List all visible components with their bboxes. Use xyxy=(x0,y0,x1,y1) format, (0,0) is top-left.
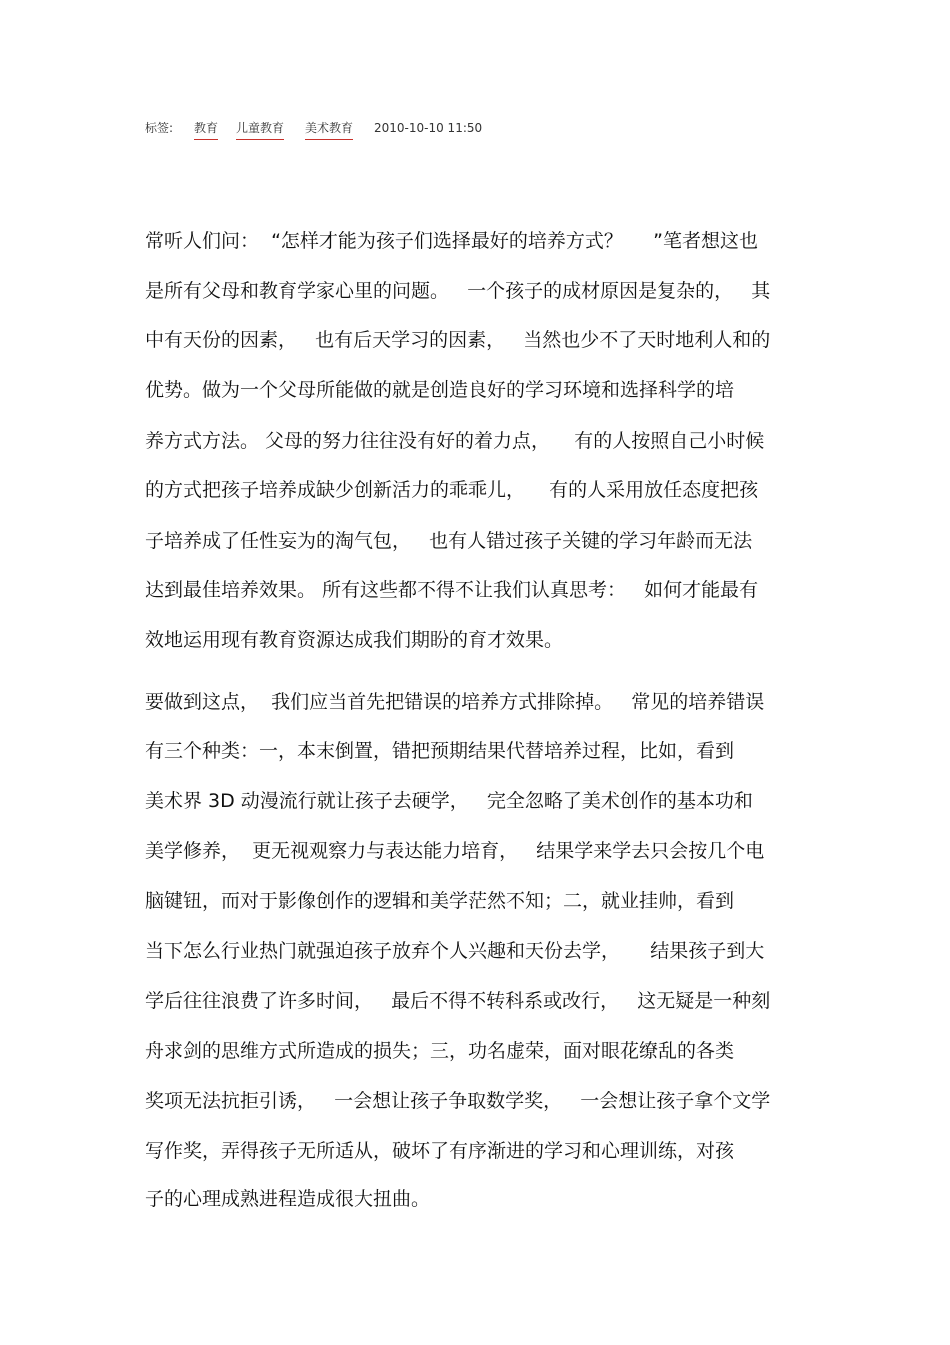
text-line: 美术界 3D 动漫流行就让孩子去硬学， 完全忽略了美术创作的基本功和 xyxy=(145,790,753,812)
text-line: 子培养成了任性妄为的淘气包， 也有人错过孩子关键的学习年龄而无法 xyxy=(145,530,753,552)
text-line: 美学修养， 更无视观察力与表达能力培育， 结果学来学去只会按几个电 xyxy=(145,840,765,862)
text-line: 优势。做为一个父母所能做的就是创造良好的学习环境和选择科学的培 xyxy=(145,379,735,401)
text-line: 效地运用现有教育资源达成我们期盼的育才效果。 xyxy=(145,629,564,651)
tag-link-education[interactable]: 教育 xyxy=(194,120,218,140)
text-line: 是所有父母和教育学家心里的问题。 一个孩子的成材原因是复杂的， 其 xyxy=(145,280,771,302)
tag-link-art-education[interactable]: 美术教育 xyxy=(305,120,353,140)
post-datetime: 2010-10-10 11:50 xyxy=(374,121,483,135)
tags-label: 标签: xyxy=(145,121,174,135)
text-line: 养方式方法。 父母的努力往往没有好的着力点， 有的人按照自己小时候 xyxy=(145,430,765,452)
text-line: 写作奖，弄得孩子无所适从，破坏了有序渐进的学习和心理训练，对孩 xyxy=(145,1140,735,1162)
text-line: 脑键钮，而对于影像创作的逻辑和美学茫然不知；二，就业挂帅，看到 xyxy=(145,890,735,912)
text-line: 的方式把孩子培养成缺少创新活力的乖乖儿， 有的人采用放任态度把孩 xyxy=(145,479,759,501)
text-line: 子的心理成熟进程造成很大扭曲。 xyxy=(145,1188,431,1210)
text-line: 当下怎么行业热门就强迫孩子放弃个人兴趣和天份去学， 结果孩子到大 xyxy=(145,940,765,962)
text-line: 达到最佳培养效果。 所有这些都不得不让我们认真思考： 如何才能最有 xyxy=(145,579,759,601)
tag-link-child-education[interactable]: 儿童教育 xyxy=(236,120,284,140)
text-line: 中有天份的因素， 也有后天学习的因素， 当然也少不了天时地利人和的 xyxy=(145,329,771,351)
text-line: 常听人们问： “怎样才能为孩子们选择最好的培养方式？ ”笔者想这也 xyxy=(145,230,758,252)
text-line: 学后往往浪费了许多时间， 最后不得不转科系或改行， 这无疑是一种刻 xyxy=(145,990,771,1012)
text-line: 有三个种类：一，本末倒置，错把预期结果代替培养过程，比如，看到 xyxy=(145,740,735,762)
text-line: 要做到这点， 我们应当首先把错误的培养方式排除掉。 常见的培养错误 xyxy=(145,691,765,713)
text-line: 舟求剑的思维方式所造成的损失；三，功名虚荣，面对眼花缭乱的各类 xyxy=(145,1040,735,1062)
text-line: 奖项无法抗拒引诱， 一会想让孩子争取数学奖， 一会想让孩子拿个文学 xyxy=(145,1090,771,1112)
